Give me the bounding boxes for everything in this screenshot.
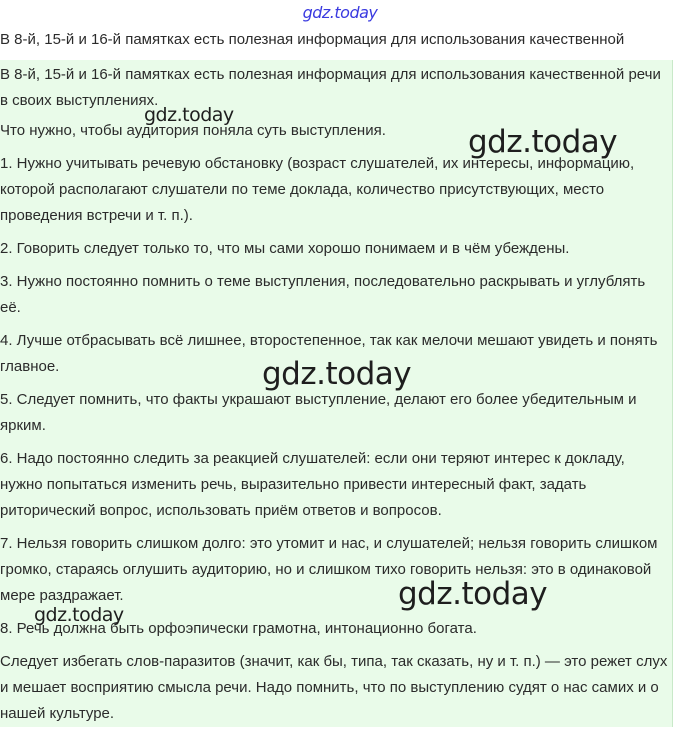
paragraph: Что нужно, чтобы аудитория поняла суть выступления. bbox=[0, 122, 386, 139]
paragraph: Следует избегать слов-паразитов (значит, как бы, типа, так сказать, ну и т. п.) — это режет слух и мешает восприятию смысла речи. Надо помнить, что по выступлению судят о нас самих и о нашей культуре. bbox=[0, 653, 668, 722]
intro-line: В 8-й, 15-й и 16-й памятках есть полезная информация для использования качественной bbox=[0, 31, 625, 48]
watermark: gdz.today bbox=[144, 104, 234, 126]
answer-content bbox=[0, 62, 668, 734]
list-item: 4. Лучше отбрасывать всё лишнее, второстепенное, так как мелочи мешают увидеть и понять главное. bbox=[0, 332, 658, 375]
list-item: 7. Нельзя говорить слишком долго: это утомит и нас, и слушателей; нельзя говорить слишком громко, стараясь оглушить аудиторию, но и слишком тихо говорить нельзя: это в одинаковой мере раздражает. bbox=[0, 535, 658, 604]
list-item: 2. Говорить следует только то, что мы сами хорошо понимаем и в чём убеждены. bbox=[0, 240, 570, 257]
list-item: 8. Речь должна быть орфоэпически грамотна, интонационно богата. bbox=[0, 620, 477, 637]
watermark: gdz.today bbox=[398, 576, 548, 612]
list-item: 3. Нужно постоянно помнить о теме выступления, последовательно раскрывать и углублять её. bbox=[0, 273, 646, 316]
site-header bbox=[0, 0, 680, 26]
list-item: 5. Следует помнить, что факты украшают выступление, делают его более убедительным и ярким. bbox=[0, 391, 637, 434]
brand-logo-link[interactable]: gdz.today bbox=[302, 3, 378, 22]
list-item: 1. Нужно учитывать речевую обстановку (возраст слушателей, их интересы, информацию, которой располагают слушатели по теме доклада, количество присутствующих, место проведения встречи и т. п.). bbox=[0, 155, 635, 224]
watermark: gdz.today bbox=[262, 356, 412, 392]
watermark: gdz.today bbox=[468, 124, 618, 160]
paragraph: В 8-й, 15-й и 16-й памятках есть полезная информация для использования качественной речи в своих выступлениях. bbox=[0, 66, 661, 109]
watermark: gdz.today bbox=[34, 604, 124, 626]
list-item: 6. Надо постоянно следить за реакцией слушателей: если они теряют интерес к докладу, нужно попытаться изменить речь, выразительно привести интересный факт, задать риторический вопрос, использовать приём ответов и вопросов. bbox=[0, 450, 625, 519]
